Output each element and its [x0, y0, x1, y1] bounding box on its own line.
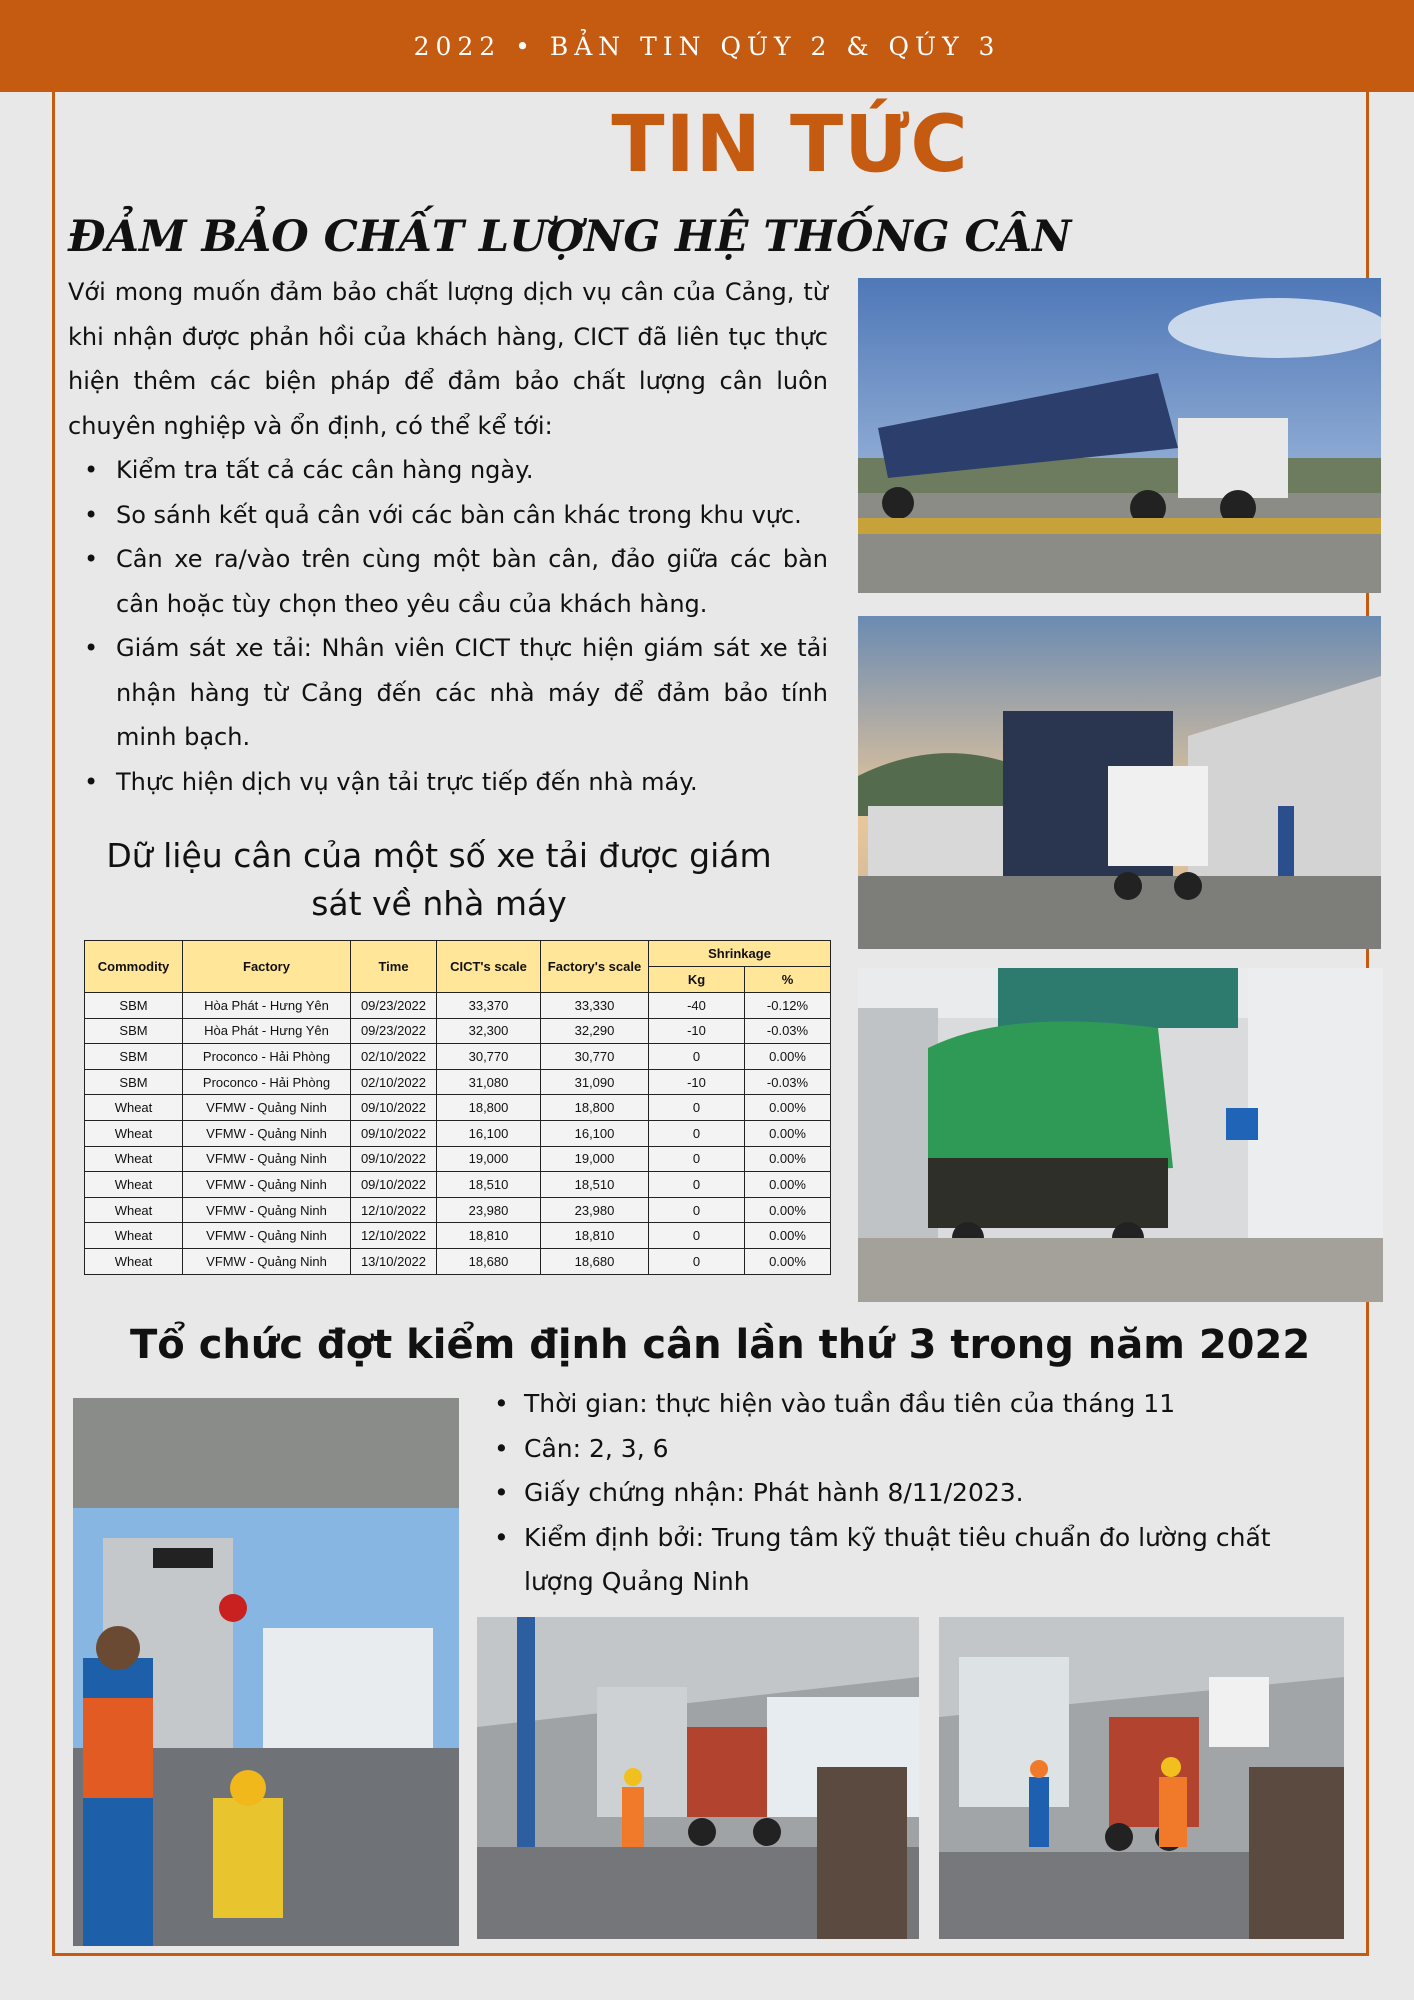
table-row	[85, 1146, 831, 1172]
cell-factory: VFMW - Quảng Ninh	[183, 1172, 351, 1198]
cell-time: 12/10/2022	[351, 1223, 437, 1249]
cell-factory-scale: 33,330	[541, 993, 649, 1019]
col-header-factory: Factory	[183, 941, 351, 993]
cell-cict-scale: 18,810	[437, 1223, 541, 1249]
cell-commodity: Wheat	[85, 1172, 183, 1198]
cell-shrinkage-kg: -10	[649, 1069, 745, 1095]
cell-shrinkage-pct: 0.00%	[745, 1095, 831, 1121]
cell-time: 02/10/2022	[351, 1069, 437, 1095]
list-item: • Kiểm tra tất cả các cân hàng ngày.	[116, 448, 828, 493]
table-row	[85, 1172, 831, 1198]
cell-time: 09/23/2022	[351, 993, 437, 1019]
cell-factory-scale: 23,980	[541, 1197, 649, 1223]
cell-commodity: Wheat	[85, 1197, 183, 1223]
table-row	[85, 1223, 831, 1249]
cell-shrinkage-kg: 0	[649, 1248, 745, 1274]
cell-commodity: SBM	[85, 1044, 183, 1070]
cell-time: 09/23/2022	[351, 1018, 437, 1044]
list-item: • Giám sát xe tải: Nhân viên CICT thực hiện giám sát xe tải nhận hàng từ Cảng đến các nhà máy để đảm bảo tính minh bạch.	[116, 626, 828, 760]
cell-factory-scale: 31,090	[541, 1069, 649, 1095]
cell-factory: Proconco - Hải Phòng	[183, 1044, 351, 1070]
cell-shrinkage-kg: 0	[649, 1197, 745, 1223]
table-row	[85, 1044, 831, 1070]
cell-shrinkage-pct: 0.00%	[745, 1172, 831, 1198]
cell-cict-scale: 32,300	[437, 1018, 541, 1044]
cell-time: 13/10/2022	[351, 1248, 437, 1274]
photo-calibration-weights-2	[939, 1617, 1344, 1939]
cell-cict-scale: 30,770	[437, 1044, 541, 1070]
cell-factory-scale: 30,770	[541, 1044, 649, 1070]
cell-commodity: Wheat	[85, 1146, 183, 1172]
calibration-details-list	[478, 1382, 1346, 1605]
table-row	[85, 1248, 831, 1274]
table-row	[85, 993, 831, 1019]
photo-covered-truck	[858, 968, 1383, 1302]
cell-commodity: Wheat	[85, 1095, 183, 1121]
cell-cict-scale: 18,510	[437, 1172, 541, 1198]
list-item: • Thời gian: thực hiện vào tuần đầu tiên của tháng 11	[524, 1382, 1346, 1427]
cell-shrinkage-pct: -0.03%	[745, 1069, 831, 1095]
photo-truck-gate	[858, 616, 1381, 949]
table-title: Dữ liệu cân của một số xe tải được giám sát về nhà máy	[106, 836, 772, 923]
cell-shrinkage-kg: 0	[649, 1223, 745, 1249]
cell-commodity: Wheat	[85, 1248, 183, 1274]
table-row	[85, 1018, 831, 1044]
photo-truck-on-scale	[858, 278, 1381, 593]
cell-shrinkage-pct: -0.12%	[745, 993, 831, 1019]
cell-commodity: Wheat	[85, 1223, 183, 1249]
cell-cict-scale: 18,800	[437, 1095, 541, 1121]
measures-list	[68, 448, 828, 804]
cell-factory: VFMW - Quảng Ninh	[183, 1120, 351, 1146]
cell-factory-scale: 16,100	[541, 1120, 649, 1146]
cell-shrinkage-pct: 0.00%	[745, 1120, 831, 1146]
cell-factory-scale: 18,810	[541, 1223, 649, 1249]
weighing-data-table	[84, 940, 831, 1275]
cell-factory: VFMW - Quảng Ninh	[183, 1223, 351, 1249]
cell-shrinkage-kg: -10	[649, 1018, 745, 1044]
table-row	[85, 1069, 831, 1095]
cell-cict-scale: 31,080	[437, 1069, 541, 1095]
cell-factory: VFMW - Quảng Ninh	[183, 1197, 351, 1223]
cell-time: 09/10/2022	[351, 1120, 437, 1146]
cell-factory: Proconco - Hải Phòng	[183, 1069, 351, 1095]
photo-scale-booth-inspection	[73, 1398, 459, 1946]
list-item: • So sánh kết quả cân với các bàn cân khác trong khu vực.	[116, 493, 828, 538]
col-header-time: Time	[351, 941, 437, 993]
col-header-shrinkage: Shrinkage	[649, 941, 831, 967]
cell-factory: Hòa Phát - Hưng Yên	[183, 993, 351, 1019]
cell-shrinkage-kg: 0	[649, 1146, 745, 1172]
cell-time: 09/10/2022	[351, 1146, 437, 1172]
col-header-cict-scale: CICT's scale	[437, 941, 541, 993]
cell-shrinkage-pct: 0.00%	[745, 1197, 831, 1223]
col-header-kg: Kg	[649, 967, 745, 993]
header-text: 2022 • BẢN TIN QÚY 2 & QÚY 3	[413, 31, 1001, 61]
cell-shrinkage-pct: 0.00%	[745, 1044, 831, 1070]
cell-shrinkage-pct: -0.03%	[745, 1018, 831, 1044]
cell-shrinkage-pct: 0.00%	[745, 1248, 831, 1274]
list-item: • Cân: 2, 3, 6	[524, 1427, 1346, 1472]
cell-factory-scale: 18,510	[541, 1172, 649, 1198]
cell-shrinkage-kg: 0	[649, 1095, 745, 1121]
cell-factory-scale: 18,680	[541, 1248, 649, 1274]
list-item: • Thực hiện dịch vụ vận tải trực tiếp đến nhà máy.	[116, 760, 828, 805]
cell-commodity: Wheat	[85, 1120, 183, 1146]
cell-cict-scale: 19,000	[437, 1146, 541, 1172]
page-title: TIN TỨC	[611, 100, 969, 190]
cell-factory: VFMW - Quảng Ninh	[183, 1248, 351, 1274]
cell-commodity: SBM	[85, 1018, 183, 1044]
table-row	[85, 1095, 831, 1121]
cell-shrinkage-kg: 0	[649, 1172, 745, 1198]
cell-time: 12/10/2022	[351, 1197, 437, 1223]
table-row	[85, 1197, 831, 1223]
cell-factory-scale: 19,000	[541, 1146, 649, 1172]
cell-factory: Hòa Phát - Hưng Yên	[183, 1018, 351, 1044]
cell-shrinkage-kg: 0	[649, 1120, 745, 1146]
col-header-commodity: Commodity	[85, 941, 183, 993]
list-item: • Giấy chứng nhận: Phát hành 8/11/2023.	[524, 1471, 1346, 1516]
cell-shrinkage-kg: 0	[649, 1044, 745, 1070]
cell-commodity: SBM	[85, 1069, 183, 1095]
cell-factory-scale: 18,800	[541, 1095, 649, 1121]
cell-factory: VFMW - Quảng Ninh	[183, 1095, 351, 1121]
cell-time: 09/10/2022	[351, 1095, 437, 1121]
cell-time: 02/10/2022	[351, 1044, 437, 1070]
intro-paragraph: Với mong muốn đảm bảo chất lượng dịch vụ cân của Cảng, từ khi nhận được phản hồi của khách hàng, CICT đã liên tục thực hiện thêm các biện pháp để đảm bảo chất lượng cân luôn chuyên nghiệp và ổn định, có thể kể tới:	[68, 278, 828, 440]
section-title-calibration: Tổ chức đợt kiểm định cân lần thứ 3 trong năm 2022	[130, 1322, 1311, 1368]
col-header-factory-scale: Factory's scale	[541, 941, 649, 993]
header-bar	[0, 0, 1414, 92]
list-item: • Cân xe ra/vào trên cùng một bàn cân, đảo giữa các bàn cân hoặc tùy chọn theo yêu cầu của khách hàng.	[116, 537, 828, 626]
list-item: • Kiểm định bởi: Trung tâm kỹ thuật tiêu chuẩn đo lường chất lượng Quảng Ninh	[524, 1516, 1346, 1605]
photo-calibration-weights-1	[477, 1617, 919, 1939]
cell-time: 09/10/2022	[351, 1172, 437, 1198]
cell-cict-scale: 33,370	[437, 993, 541, 1019]
cell-factory: VFMW - Quảng Ninh	[183, 1146, 351, 1172]
cell-cict-scale: 23,980	[437, 1197, 541, 1223]
cell-shrinkage-kg: -40	[649, 993, 745, 1019]
cell-cict-scale: 16,100	[437, 1120, 541, 1146]
section-title-scale-quality: ĐẢM BẢO CHẤT LƯỢNG HỆ THỐNG CÂN	[68, 212, 1072, 262]
cell-cict-scale: 18,680	[437, 1248, 541, 1274]
cell-shrinkage-pct: 0.00%	[745, 1146, 831, 1172]
col-header-pct: %	[745, 967, 831, 993]
cell-shrinkage-pct: 0.00%	[745, 1223, 831, 1249]
table-row	[85, 1120, 831, 1146]
cell-factory-scale: 32,290	[541, 1018, 649, 1044]
cell-commodity: SBM	[85, 993, 183, 1019]
